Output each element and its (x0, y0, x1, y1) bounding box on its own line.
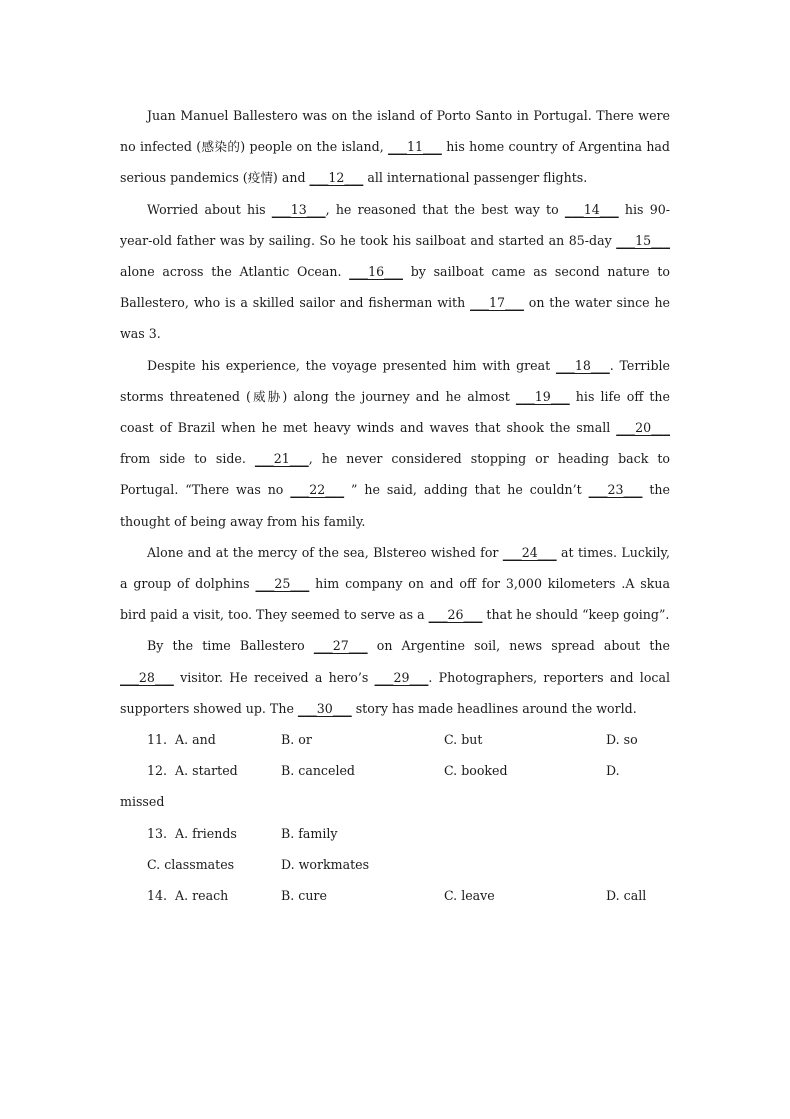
passage-text: Alone and at the mercy of the sea, Blstereo wished for (147, 544, 503, 560)
blank-27: ___27___ (313, 638, 368, 654)
blank-11: ___11___ (388, 139, 442, 155)
blank-15: ___15___ (616, 232, 670, 248)
passage-text: . Terrible storms threatened (威胁) along the journey and he almost (120, 357, 670, 404)
blank-30: ___30___ (297, 700, 352, 716)
option-b: B. or (281, 732, 312, 748)
passage-text: him company on and off for 3,000 kilometers .A skua bird paid a visit, too. They seemed to serve as a (120, 576, 670, 623)
passage-text: , he never considered stopping or heading back to Portugal. “There was no (120, 451, 671, 498)
question-row (120, 755, 670, 786)
passage-text: at times. Luckily, a group of dolphins (120, 544, 670, 592)
question-number: 13. (147, 825, 168, 841)
blank-12: ___12___ (309, 170, 364, 186)
document-page (120, 100, 670, 911)
passage-text: story has made headlines around the world. (351, 700, 637, 716)
option-a: A. started (175, 763, 238, 779)
passage-text: his 90-year-old father was by sailing. So he took his sailboat and started an 85-day (120, 201, 670, 248)
passage-paragraph (120, 630, 670, 724)
question-number: 14. (147, 888, 168, 903)
passage-text: Despite his experience, the voyage presented him with great (147, 357, 556, 373)
option-d: D. call (606, 888, 647, 903)
passage-text: Juan Manuel Ballestero was on the island of Porto Santo in Portugal. There were no infected (感染的) people on the island, (120, 108, 670, 155)
option-d: D. (606, 763, 620, 779)
option-c: C. but (444, 732, 483, 748)
blank-13: ___13___ (271, 201, 326, 217)
blank-16: ___16___ (349, 264, 403, 280)
option-c: C. leave (444, 888, 495, 903)
option-c: C. classmates (147, 856, 235, 872)
passage-text: his life off the coast of Brazil when he met heavy winds and waves that shook the small (120, 388, 670, 436)
option-b: B. canceled (281, 763, 355, 779)
blank-18: ___18___ (555, 357, 610, 373)
blank-28: ___28___ (120, 669, 174, 685)
passage-text: visitor. He received a hero’s (173, 669, 375, 685)
passage-text: ” he said, adding that he couldn’t (344, 482, 589, 498)
option-d-continuation (120, 786, 670, 817)
passage-text: his home country of Argentina had serious pandemics (疫情) and (120, 139, 670, 186)
passage-paragraph (120, 194, 670, 350)
passage-text: on Argentine soil, news spread about the (367, 638, 670, 654)
blank-22: ___22___ (290, 482, 345, 498)
option-a: A. friends (175, 825, 237, 841)
blank-20: ___20___ (616, 420, 670, 436)
blank-29: ___29___ (374, 669, 429, 685)
passage-paragraph (120, 100, 670, 194)
passage-text: Worried about his (147, 201, 272, 217)
passage-text: . Photographers, reporters and local supporters showed up. The (120, 669, 670, 716)
blank-25: ___25___ (255, 576, 310, 592)
blank-26: ___26___ (428, 607, 483, 623)
blank-19: ___19___ (515, 388, 570, 404)
passage-text: the thought of being away from his family. (120, 482, 670, 529)
passage-text: by sailboat came as second nature to Ballestero, who is a skilled sailor and fisherman with (120, 264, 670, 311)
question-row (120, 724, 670, 755)
option-c: C. booked (444, 763, 508, 779)
question-row (120, 880, 670, 911)
passage-paragraph (120, 350, 670, 537)
blank-21: ___21___ (254, 451, 309, 467)
option-b: B. cure (281, 888, 327, 903)
blank-24: ___24___ (502, 544, 557, 560)
option-b: B. family (281, 825, 338, 841)
passage-text: alone across the Atlantic Ocean. (120, 264, 350, 280)
option-a: A. and (175, 732, 216, 748)
passage-text: all international passenger flights. (363, 170, 588, 186)
passage-text: , he reasoned that the best way to (325, 201, 565, 217)
passage-text: from side to side. (120, 451, 255, 467)
option-a: A. reach (175, 888, 229, 903)
passage-text: that he should “keep going”. (482, 607, 670, 623)
blank-17: ___17___ (470, 295, 524, 311)
option-d-text: missed (120, 794, 165, 810)
passage-text: on the water since he was 3. (120, 295, 671, 342)
question-row (120, 818, 670, 849)
passage-paragraph (120, 537, 670, 631)
blank-23: ___23___ (588, 482, 643, 498)
question-number: 12. (147, 763, 168, 779)
option-d: D. so (606, 732, 638, 748)
blank-14: ___14___ (564, 201, 619, 217)
option-d: D. workmates (281, 856, 370, 872)
question-number: 11. (147, 732, 168, 748)
passage-text: By the time Ballestero (147, 638, 314, 654)
question-row-continued (120, 849, 670, 880)
